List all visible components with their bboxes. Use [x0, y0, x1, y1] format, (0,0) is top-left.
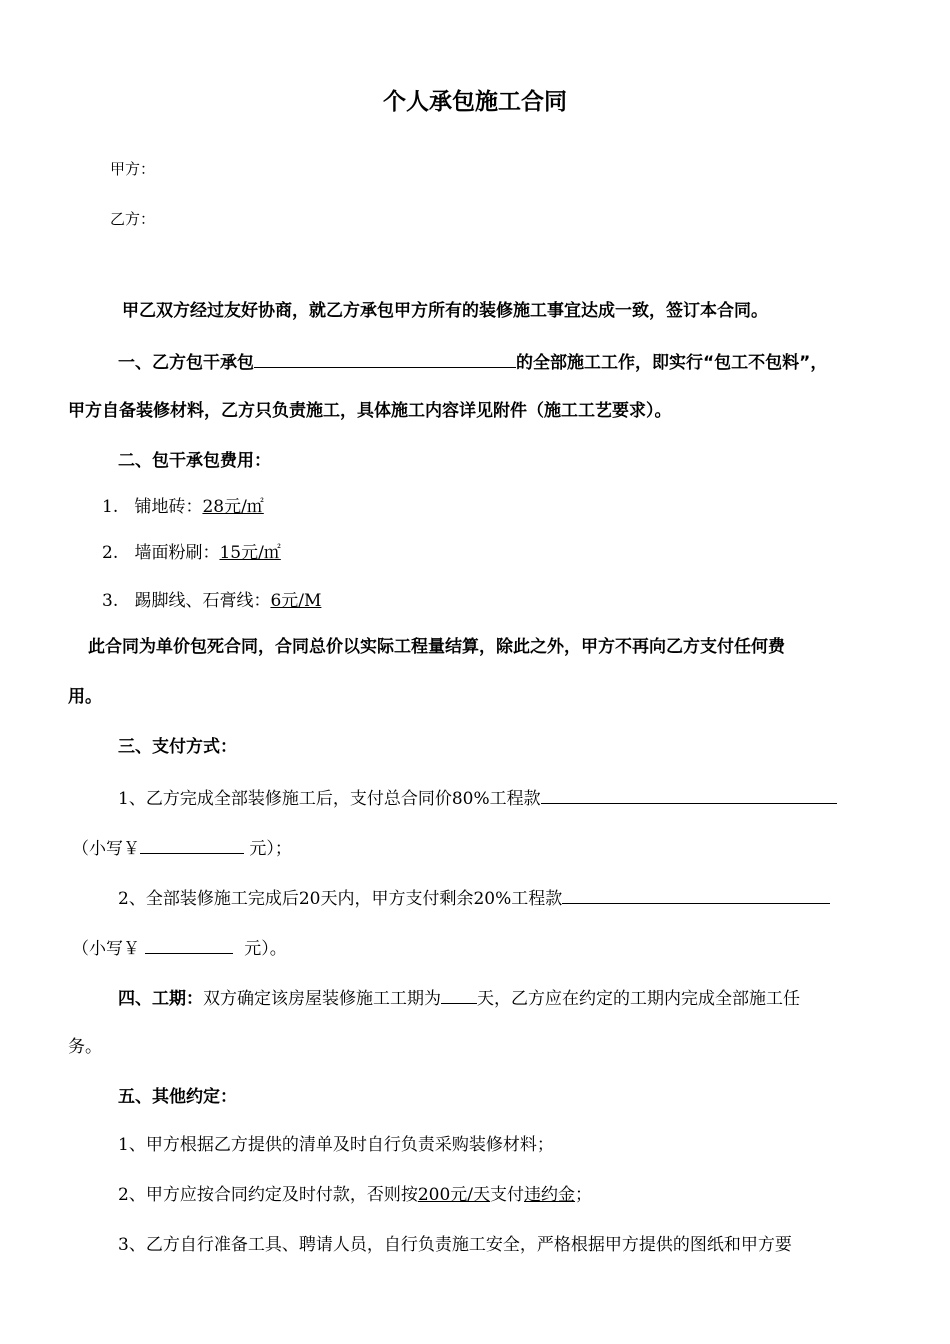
fee-item-label: 铺地砖： [134, 497, 203, 517]
payment-1-line-2 [72, 836, 292, 860]
penalty-term: 违约金 [524, 1185, 576, 1205]
section-1-suffix: 的全部施工工作，即实行“包工不包料”， [516, 353, 828, 373]
section-4-heading: 四、工期： [118, 989, 203, 1009]
other-item-3: 3、乙方自行准备工具、聘请人员，自行负责施工安全，严格根据甲方提供的图纸和甲方要 [118, 1235, 792, 1255]
payment-1-text: 1、乙方完成全部装修施工后，支付总合同价80%工程款 [118, 789, 541, 809]
fee-item [102, 496, 264, 518]
payment-2-line-2 [72, 936, 287, 960]
other-item-2 [118, 1184, 592, 1206]
fee-note-line-1: 此合同为单价包死合同，合同总价以实际工程量结算，除此之外，甲方不再向乙方支付任何费 [88, 637, 785, 657]
payment-1-small-blank [140, 836, 244, 854]
payment-2-small-label: （小写￥ [72, 939, 140, 959]
payment-2-unit: 元）。 [244, 939, 287, 959]
section-1-line-2: 甲方自备装修材料，乙方只负责施工，具体施工内容详见附件（施工工艺要求）。 [68, 401, 672, 421]
other-item-2-text-e: ； [575, 1185, 593, 1205]
section-1-line-1 [118, 350, 827, 374]
penalty-rate: 200元/天 [417, 1185, 491, 1205]
intro-paragraph: 甲乙双方经过友好协商，就乙方承包甲方所有的装修施工事宜达成一致，签订本合同。 [122, 301, 768, 321]
section-4-text-b: 天，乙方应在约定的工期内完成全部施工任 [477, 989, 800, 1009]
payment-2-amount-blank [562, 886, 830, 904]
section-4-line-1 [118, 986, 800, 1010]
section-4-text-a: 双方确定该房屋装修施工工期为 [203, 989, 441, 1009]
party-b-label: 乙方： [110, 210, 156, 228]
fee-item-number: 3. [102, 591, 119, 611]
section-1-prefix: 一、乙方包干承包 [118, 353, 254, 373]
section-3-heading: 三、支付方式： [118, 737, 237, 757]
fee-item-label: 墙面粉刷： [134, 543, 220, 563]
section-4-line-2: 务。 [68, 1037, 102, 1057]
fee-item-price: 28元/㎡ [202, 497, 264, 517]
payment-1-unit: 元）； [249, 839, 292, 859]
document-title: 个人承包施工合同 [383, 89, 567, 115]
section-5-heading: 五、其他约定： [118, 1087, 237, 1107]
duration-days-blank [441, 986, 477, 1004]
other-item-2-text-a: 2、甲方应按合同约定及时付款，否则按 [118, 1185, 418, 1205]
fee-item-number: 1. [102, 497, 119, 517]
fee-item-label: 踢脚线、石膏线： [134, 591, 271, 611]
fee-item-price: 15元/㎡ [219, 543, 281, 563]
payment-2-text: 2、全部装修施工完成后20天内，甲方支付剩余20%工程款 [118, 889, 563, 909]
section-2-heading: 二、包干承包费用： [118, 451, 271, 471]
payment-2-line-1 [118, 886, 830, 910]
other-item-1: 1、甲方根据乙方提供的清单及时自行负责采购装修材料； [118, 1135, 554, 1155]
payment-1-amount-blank [541, 786, 837, 804]
fee-note-line-2: 用。 [68, 687, 102, 707]
party-a-label: 甲方： [110, 160, 156, 178]
section-1-blank [254, 350, 516, 368]
payment-1-line-1 [118, 786, 837, 810]
fee-item [102, 590, 321, 612]
payment-1-small-label: （小写￥ [72, 839, 140, 859]
fee-item-number: 2. [102, 543, 119, 563]
fee-item [102, 542, 281, 564]
payment-2-small-blank [145, 936, 233, 954]
other-item-2-text-c: 支付 [490, 1185, 525, 1205]
fee-item-price: 6元/M [270, 591, 322, 611]
